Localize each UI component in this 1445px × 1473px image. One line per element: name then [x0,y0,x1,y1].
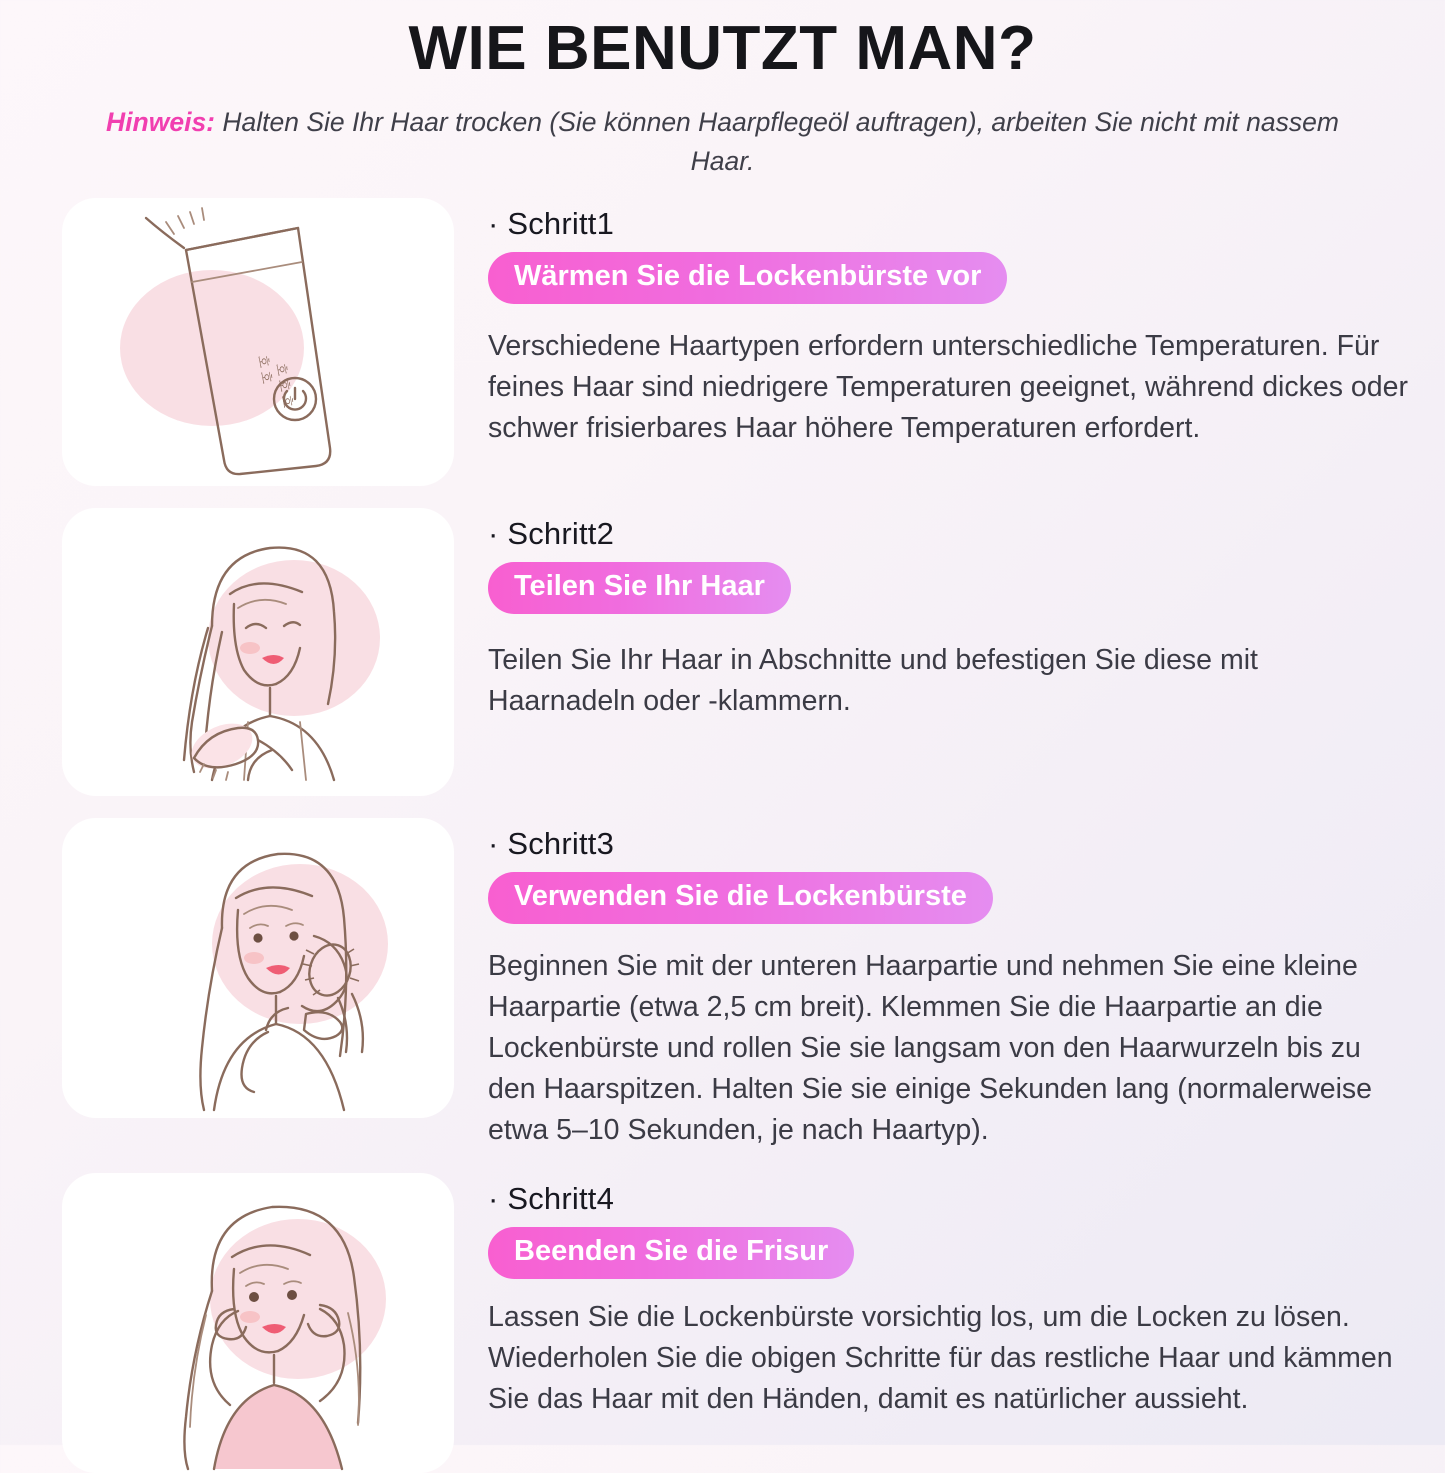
step2-image [62,508,454,796]
step1-body [454,198,1411,449]
woman-sectioning-hair-icon [62,508,454,796]
step4-image [62,1173,454,1473]
note-label: Hinweis: [106,107,216,138]
step-item [0,198,1445,486]
note-text: Halten Sie Ihr Haar trocken (Sie können Haarpflegeöl auftragen), arbeiten Sie nicht mit nassem Haar. [222,107,1339,176]
step2-body [454,508,1411,722]
step4-body [454,1173,1411,1420]
woman-using-curling-brush-icon [62,818,454,1118]
step4-pill: Beenden Sie die Frisur [488,1227,854,1279]
step1-pill: Wärmen Sie die Lockenbürste vor [488,252,1007,304]
step1-image [62,198,454,486]
steps-list [0,198,1445,1473]
page-title: WIE BENUTZT MAN? [408,14,1037,83]
step2-pill: Teilen Sie Ihr Haar [488,562,791,614]
svg-text:호 호 호: 호 호 호 [273,361,296,409]
step-item [0,818,1445,1151]
step-item [0,1173,1445,1473]
svg-text:호 호: 호 호 [255,353,275,385]
step1-text: Verschiedene Haartypen erfordern unterschiedliche Temperaturen. Für feines Haar sind niedrigere Temperaturen geeignet, während dickes oder schwer frisierbares Haar höhere Temperaturen erfordert. [488,329,1408,444]
woman-finishing-hairstyle-icon [62,1173,454,1473]
step3-body [454,818,1411,1151]
step4-label: · Schritt4 [488,1180,615,1216]
step1-label: · Schritt1 [488,205,615,241]
note-line [84,103,1361,180]
step2-label: · Schritt2 [488,515,615,551]
curling-brush-device-icon [62,198,454,486]
step3-text: Beginnen Sie mit der unteren Haarpartie und nehmen Sie eine kleine Haarpartie (etwa 2,5 cm breit). Klemmen Sie die Haarpartie an die Lockenbürste und rollen Sie sie langsam von den Haarwurzeln bis zu den Haarspitzen. Halten Sie sie einige Sekunden lang (normalerweise etwa 5–10 Sekunden, je nach Haartyp). [488,949,1373,1146]
step3-label: · Schritt3 [488,825,615,861]
step-item [0,508,1445,796]
step2-text: Teilen Sie Ihr Haar in Abschnitte und befestigen Sie diese mit Haarnadeln oder -klammern. [488,643,1258,717]
step3-image [62,818,454,1118]
step4-text: Lassen Sie die Lockenbürste vorsichtig los, um die Locken zu lösen. Wiederholen Sie die obigen Schritte für das restliche Haar und kämmen Sie das Haar mit den Händen, damit es natürlicher aussieht. [488,1300,1393,1415]
step3-pill: Verwenden Sie die Lockenbürste [488,872,993,924]
